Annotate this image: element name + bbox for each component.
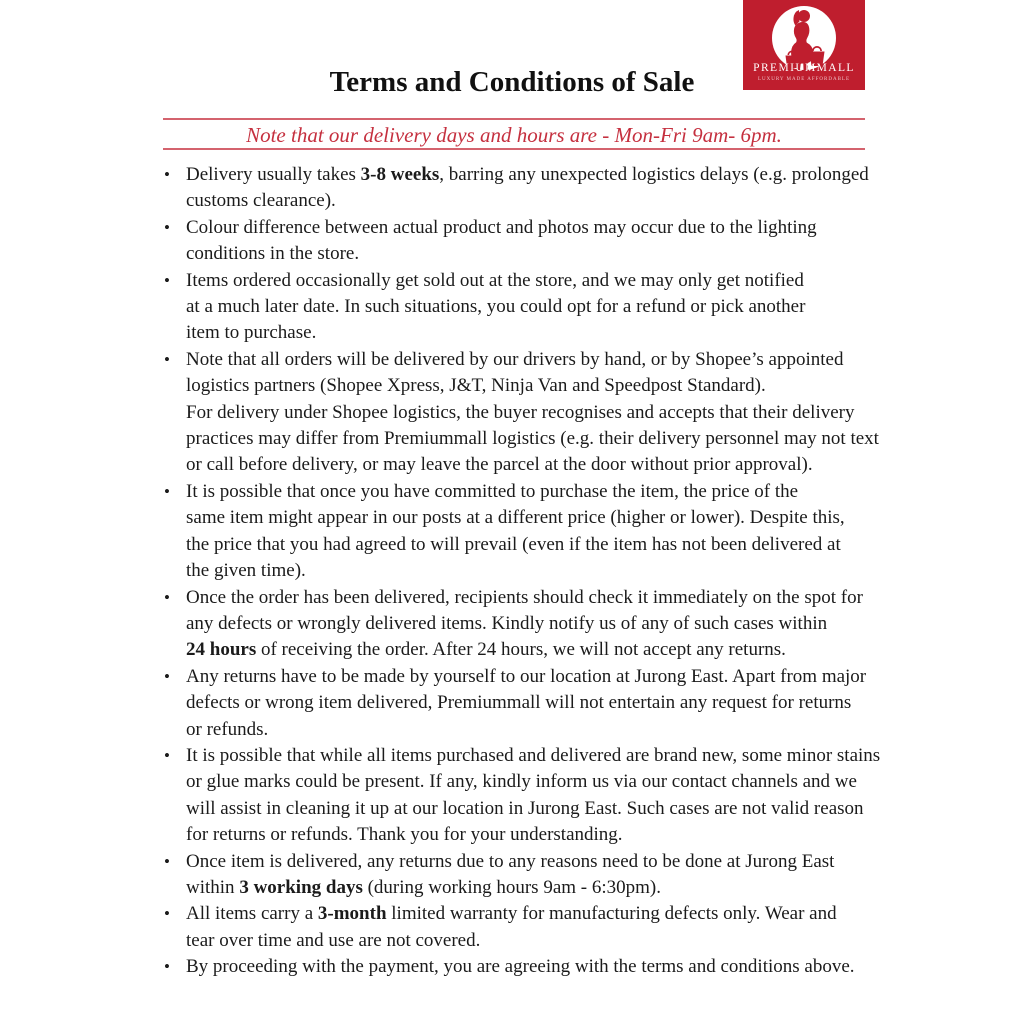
term-text: All items carry a 3-month limited warranty for manufacturing defects only. Wear and tear over time and use are not covered. (186, 903, 837, 951)
term-text: Note that all orders will be delivered by our drivers by hand, or by Shopee’s appointed logistics partners (Shopee Xpress, J&T, Ninja Van and Speedpost Standard). For delivery under Shopee logistics, the buyer recognises and accepts that their delivery practices may differ from Premiummall logistics (e.g. their delivery personnel may not text or call before delivery, or may leave the parcel at the door without prior approval). (186, 348, 879, 476)
term-item (163, 268, 888, 347)
term-text: It is possible that once you have committed to purchase the item, the price of the same item might appear in our posts at a different price (higher or lower). Despite this, the price that you had agreed to will prevail (even if the item has not been delivered at the given time). (186, 480, 845, 582)
term-item (163, 162, 888, 215)
bullet-marker: • (164, 270, 170, 290)
bullet-marker: • (164, 666, 170, 686)
term-text: Any returns have to be made by yourself to our location at Jurong East. Apart from major defects or wrong item delivered, Premiummall will not entertain any request for returns or refunds. (186, 665, 867, 740)
bullet-marker: • (164, 851, 170, 871)
term-item (163, 954, 888, 980)
brand-name: PREMIUMMALL (753, 62, 855, 74)
term-text: Delivery usually takes 3-8 weeks, barring any unexpected logistics delays (e.g. prolonged customs clearance). (186, 164, 869, 212)
delivery-note: Note that our delivery days and hours are - Mon-Fri 9am- 6pm. (246, 123, 782, 147)
brand-tagline: LUXURY MADE AFFORDABLE (757, 77, 851, 82)
term-item (163, 664, 888, 743)
term-item (163, 585, 888, 664)
term-item (163, 901, 888, 954)
term-item (163, 347, 888, 479)
page-title: Terms and Conditions of Sale (329, 66, 695, 98)
bullet-marker: • (164, 349, 170, 369)
bullet-marker: • (164, 165, 170, 184)
bullet-marker: • (164, 587, 170, 607)
term-text: Once the order has been delivered, recipients should check it immediately on the spot for any defects or wrongly delivered items. Kindly notify us of any of such cases within 24 hours of receiving the order. After 24 hours, we will not accept any returns. (186, 586, 863, 661)
term-text: Colour difference between actual product and photos may occur due to the lighting conditions in the store. (186, 216, 817, 265)
term-text: Once item is delivered, any returns due to any reasons need to be done at Jurong East within 3 working days (during working hours 9am - 6:30pm). (186, 850, 835, 898)
bullet-marker: • (164, 904, 170, 924)
divider-bottom (163, 148, 865, 150)
bullet-marker: • (164, 957, 170, 977)
terms-list (163, 162, 888, 981)
term-item (163, 743, 888, 849)
bullet-marker: • (164, 217, 170, 237)
term-item (163, 215, 888, 268)
term-text: It is possible that while all items purchased and delivered are brand new, some minor stains or glue marks could be present. If any, kindly inform us via our contact channels and we will assist in cleaning it up at our location in Jurong East. Such cases are not valid reason for returns or refunds. Thank you for your understanding. (186, 744, 881, 846)
divider-top (163, 118, 865, 120)
term-item (163, 849, 888, 902)
term-text: By proceeding with the payment, you are agreeing with the terms and conditions above. (186, 956, 855, 978)
bullet-marker: • (164, 745, 170, 765)
bullet-marker: • (164, 481, 170, 501)
term-text: Items ordered occasionally get sold out at the store, and we may only get notified at a much later date. In such situations, you could opt for a refund or pick another item to purchase. (186, 269, 806, 344)
term-item (163, 479, 888, 585)
